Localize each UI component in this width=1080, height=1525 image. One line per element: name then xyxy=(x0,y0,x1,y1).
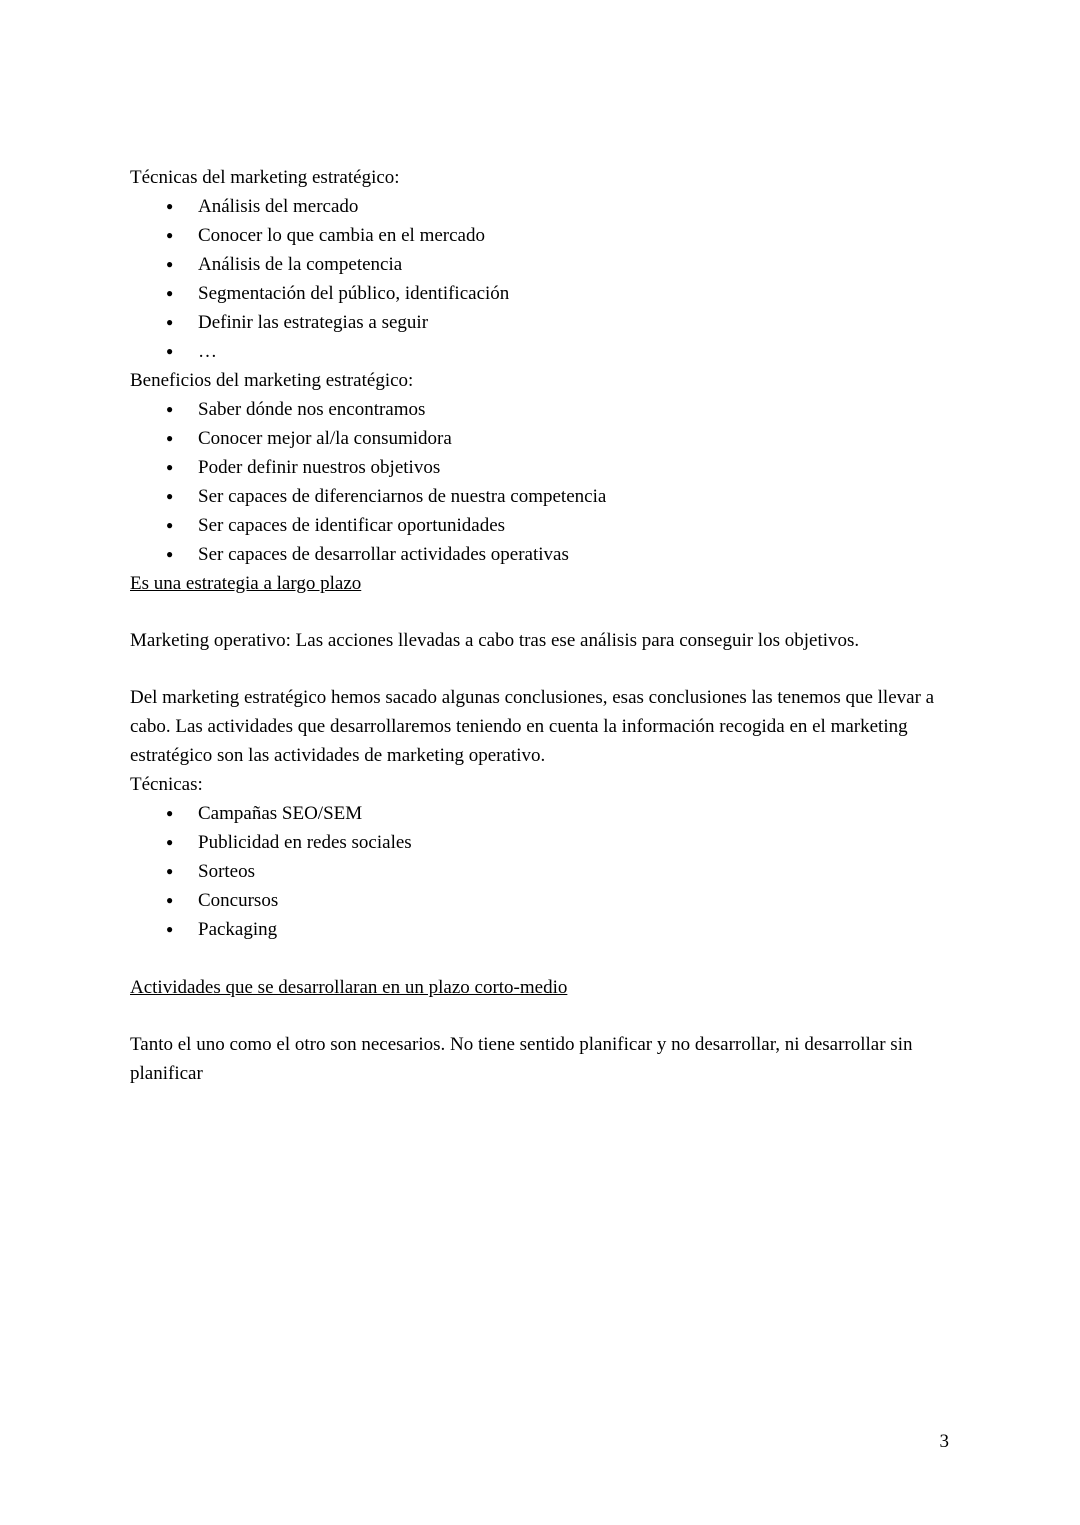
tecnicas-estrategico-list xyxy=(130,192,950,366)
estrategia-largo-plazo-note: Es una estrategia a largo plazo xyxy=(130,573,362,594)
list-item: ● Publicidad en redes sociales xyxy=(130,828,950,857)
list-item: ● Conocer mejor al/la consumidora xyxy=(130,424,950,453)
tecnicas-operativo-title: Técnicas: xyxy=(130,774,203,795)
page-number: 3 xyxy=(939,1431,949,1452)
list-item: ● Sorteos xyxy=(130,857,950,886)
list-item: ● Saber dónde nos encontramos xyxy=(130,395,950,424)
list-item: ● Análisis de la competencia xyxy=(130,250,950,279)
tecnicas-estrategico-title: Técnicas del marketing estratégico: xyxy=(130,167,400,188)
marketing-operativo-paragraph: Marketing operativo: Las acciones llevadas a cabo tras ese análisis para conseguir los objetivos. xyxy=(130,630,860,651)
list-item: ● Poder definir nuestros objetivos xyxy=(130,453,950,482)
list-item: ● Análisis del mercado xyxy=(130,192,950,221)
beneficios-title: Beneficios del marketing estratégico: xyxy=(130,370,414,391)
list-item: ● Definir las estrategias a seguir xyxy=(130,308,950,337)
list-item: ● Segmentación del público, identificación xyxy=(130,279,950,308)
cierre-paragraph: Tanto el uno como el otro son necesarios. No tiene sentido planificar y no desarrollar, ni desarrollar sin planificar xyxy=(130,1034,913,1084)
list-item: ● Ser capaces de diferenciarnos de nuestra competencia xyxy=(130,482,950,511)
actividades-plazo-note: Actividades que se desarrollaran en un plazo corto-medio xyxy=(130,977,568,998)
list-item: ● Packaging xyxy=(130,915,950,944)
list-item: ● Concursos xyxy=(130,886,950,915)
list-item: ● Ser capaces de identificar oportunidades xyxy=(130,511,950,540)
beneficios-list xyxy=(130,395,950,569)
tecnicas-operativo-list xyxy=(130,799,950,944)
conclusiones-paragraph: Del marketing estratégico hemos sacado algunas conclusiones, esas conclusiones las tenemos que llevar a cabo. Las actividades que desarrollaremos teniendo en cuenta la información recogida en el marketing estratégico son las actividades de marketing operativo. xyxy=(130,687,935,766)
list-item: ● Campañas SEO/SEM xyxy=(130,799,950,828)
list-item: ● Conocer lo que cambia en el mercado xyxy=(130,221,950,250)
list-item: ● Ser capaces de desarrollar actividades operativas xyxy=(130,540,950,569)
list-item: ● … xyxy=(130,337,950,366)
